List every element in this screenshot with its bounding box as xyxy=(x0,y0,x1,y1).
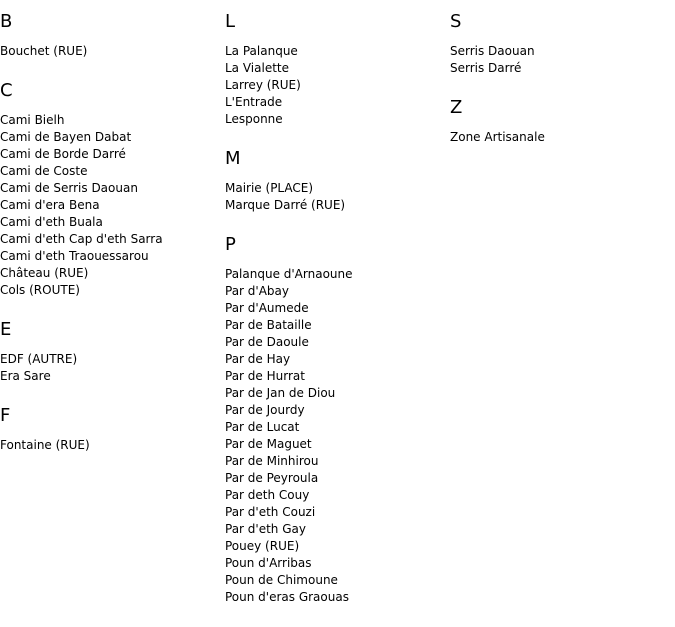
street-item: Cami d'eth Traouessarou xyxy=(0,249,149,263)
street-item: Cami d'eth Cap d'eth Sarra xyxy=(0,232,163,246)
street-item: Par de Hurrat xyxy=(225,369,305,383)
letter-section-c xyxy=(0,81,220,299)
street-item: Fontaine (RUE) xyxy=(0,438,90,452)
letter-section-z xyxy=(450,98,670,146)
street-item: Par de Minhirou xyxy=(225,454,319,468)
street-item: Cami de Borde Darré xyxy=(0,147,126,161)
street-item: Par de Peyroula xyxy=(225,471,319,485)
letter-section-p xyxy=(225,235,445,606)
letter-heading: P xyxy=(225,234,236,255)
street-list xyxy=(0,43,220,60)
street-list xyxy=(450,129,670,146)
street-item: Zone Artisanale xyxy=(450,130,545,144)
street-item: EDF (AUTRE) xyxy=(0,352,78,366)
street-list xyxy=(0,112,220,299)
street-list xyxy=(225,266,445,606)
street-item: Château (RUE) xyxy=(0,266,89,280)
letter-heading: E xyxy=(0,319,12,340)
street-item: Serris Daouan xyxy=(450,44,535,58)
street-list xyxy=(225,43,445,128)
street-item: Cami d'era Bena xyxy=(0,198,100,212)
street-item: L'Entrade xyxy=(225,95,283,109)
street-list xyxy=(450,43,670,77)
letter-heading: L xyxy=(225,11,236,32)
street-item: Par d'Aumede xyxy=(225,301,309,315)
street-column xyxy=(450,12,670,167)
street-item: Cami de Coste xyxy=(0,164,88,178)
street-item: Bouchet (RUE) xyxy=(0,44,88,58)
letter-heading: B xyxy=(0,11,13,32)
letter-section-f xyxy=(0,406,220,454)
letter-heading: C xyxy=(0,80,13,101)
street-item: Poun d'Arribas xyxy=(225,556,312,570)
street-item: Par de Daoule xyxy=(225,335,309,349)
letter-section-b xyxy=(0,12,220,60)
street-item: Par de Jan de Diou xyxy=(225,386,336,400)
street-item: Cami Bielh xyxy=(0,113,65,127)
street-item: Par d'Abay xyxy=(225,284,289,298)
street-item: Lesponne xyxy=(225,112,283,126)
letter-section-l xyxy=(225,12,445,128)
street-item: La Vialette xyxy=(225,61,289,75)
street-item: Cami d'eth Buala xyxy=(0,215,103,229)
letter-heading: F xyxy=(0,405,11,426)
street-item: Par d'eth Gay xyxy=(225,522,306,536)
street-column xyxy=(0,12,220,475)
street-list xyxy=(0,351,220,385)
street-item: Par de Lucat xyxy=(225,420,300,434)
letter-heading: M xyxy=(225,148,241,169)
street-item: Palanque d'Arnaoune xyxy=(225,267,353,281)
street-item: Cami de Bayen Dabat xyxy=(0,130,132,144)
letter-heading: Z xyxy=(450,97,463,118)
street-item: Par deth Couy xyxy=(225,488,310,502)
letter-section-e xyxy=(0,320,220,385)
street-item: Par de Bataille xyxy=(225,318,312,332)
street-column xyxy=(225,12,445,627)
street-item: Pouey (RUE) xyxy=(225,539,300,553)
street-item: Cols (ROUTE) xyxy=(0,283,80,297)
street-item: Poun d'eras Graouas xyxy=(225,590,349,604)
letter-heading: S xyxy=(450,11,462,32)
street-item: Larrey (RUE) xyxy=(225,78,301,92)
street-list xyxy=(0,437,220,454)
street-item: Par de Hay xyxy=(225,352,291,366)
street-item: Serris Darré xyxy=(450,61,522,75)
letter-section-s xyxy=(450,12,670,77)
street-item: Marque Darré (RUE) xyxy=(225,198,346,212)
street-item: Cami de Serris Daouan xyxy=(0,181,138,195)
street-item: Par de Jourdy xyxy=(225,403,305,417)
street-list xyxy=(225,180,445,214)
street-item: Poun de Chimoune xyxy=(225,573,338,587)
street-item: Par de Maguet xyxy=(225,437,312,451)
street-item: Par d'eth Couzi xyxy=(225,505,316,519)
street-item: Mairie (PLACE) xyxy=(225,181,314,195)
street-item: Era Sare xyxy=(0,369,51,383)
letter-section-m xyxy=(225,149,445,214)
street-item: La Palanque xyxy=(225,44,298,58)
